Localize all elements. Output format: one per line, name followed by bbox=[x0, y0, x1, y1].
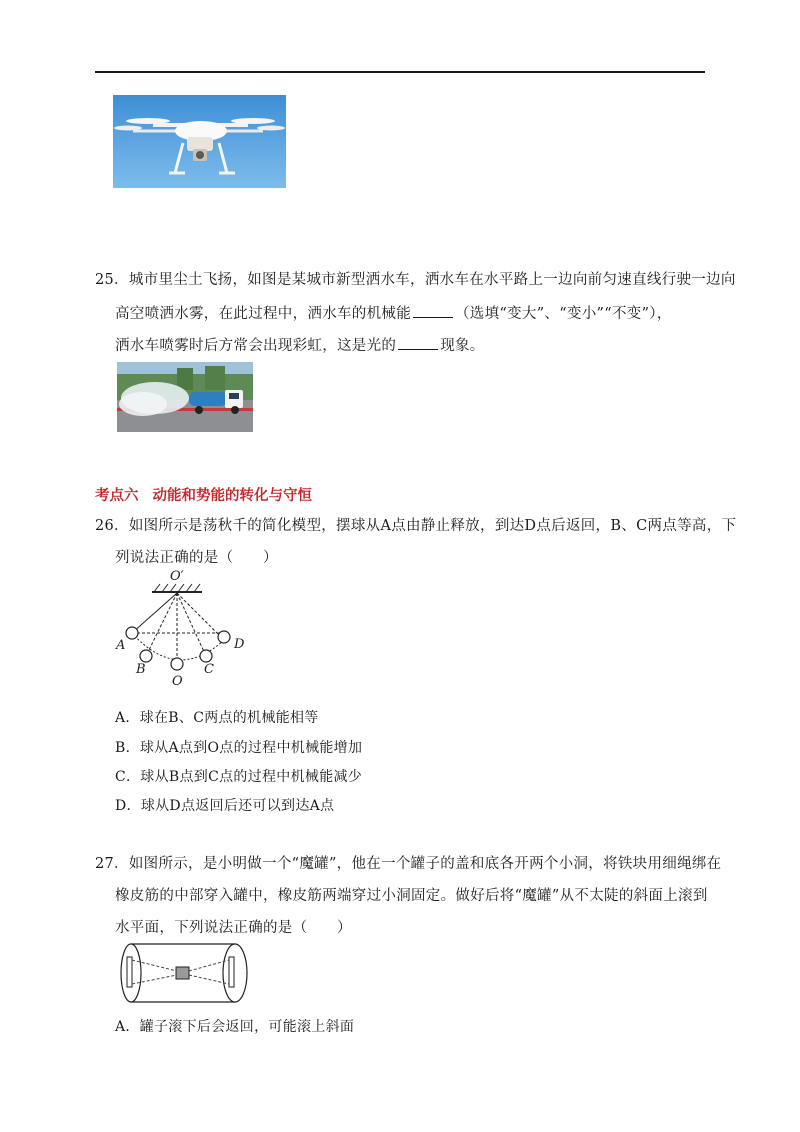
answer-blank-1[interactable] bbox=[413, 303, 453, 318]
magic-can-diagram bbox=[117, 940, 251, 1006]
q25-line-2-text-a: 高空喷洒水雾，在此过程中，洒水车的机械能 bbox=[115, 306, 411, 322]
q27-line-1: 27．如图所示，是小明做一个“魔罐”，他在一个罐子的盖和底各开两个小洞，将铁块用细绳绑在 bbox=[95, 856, 722, 872]
section-title: 动能和势能的转化与守恒 bbox=[152, 488, 312, 504]
q25-line-2 bbox=[115, 302, 672, 323]
label-d: D bbox=[234, 637, 245, 652]
label-top: O′ bbox=[170, 569, 184, 584]
q26-option-a[interactable]: A．球在B、C两点的机械能相等 bbox=[115, 710, 319, 726]
section-heading bbox=[95, 484, 326, 505]
pendulum-diagram bbox=[110, 565, 260, 690]
q25-line-3-text-a: 洒水车喷雾时后方常会出现彩虹，这是光的 bbox=[115, 338, 397, 354]
ball-b bbox=[140, 650, 152, 662]
q26-line-1: 26．如图所示是荡秋千的简化模型，摆球从A点由静止释放，到达D点后返回，B、C两点等高，下 bbox=[95, 518, 737, 534]
q25-line-3 bbox=[115, 334, 485, 355]
q27-option-a[interactable]: A．罐子滚下后会返回，可能滚上斜面 bbox=[115, 1019, 355, 1035]
ball-o bbox=[171, 658, 183, 670]
ball-d bbox=[218, 631, 230, 643]
header-rule bbox=[95, 71, 705, 73]
drone-photo bbox=[113, 95, 286, 188]
q25-line-3-text-b: 现象。 bbox=[440, 338, 485, 354]
answer-blank-2[interactable] bbox=[398, 335, 438, 350]
q26-line-2: 列说法正确的是（ ） bbox=[115, 550, 278, 566]
iron-block bbox=[176, 967, 189, 979]
q25-line-1: 25．城市里尘土飞扬，如图是某城市新型洒水车，洒水车在水平路上一边向前匀速直线行驶一边向 bbox=[95, 272, 736, 288]
q27-line-3: 水平面，下列说法正确的是（ ） bbox=[115, 920, 352, 936]
q27-line-2: 橡皮筋的中部穿入罐中，橡皮筋两端穿过小洞固定。做好后将“魔罐”从不太陡的斜面上滚到 bbox=[115, 888, 708, 904]
q25-line-2-text-b: （选填“变大”、“变小”“不变”）， bbox=[455, 306, 672, 322]
q26-option-c[interactable]: C．球从B点到C点的过程中机械能减少 bbox=[115, 769, 363, 785]
label-b: B bbox=[136, 662, 146, 677]
q26-option-b[interactable]: B．球从A点到O点的过程中机械能增加 bbox=[115, 740, 363, 756]
section-label: 考点六 bbox=[95, 488, 139, 504]
label-o: O bbox=[172, 674, 183, 689]
label-a: A bbox=[116, 638, 126, 653]
ball-a bbox=[126, 627, 138, 639]
q26-option-d[interactable]: D．球从D点返回后还可以到达A点 bbox=[115, 798, 335, 814]
ball-c bbox=[200, 650, 212, 662]
sprinkler-truck-photo bbox=[117, 362, 253, 432]
label-c: C bbox=[204, 662, 214, 677]
